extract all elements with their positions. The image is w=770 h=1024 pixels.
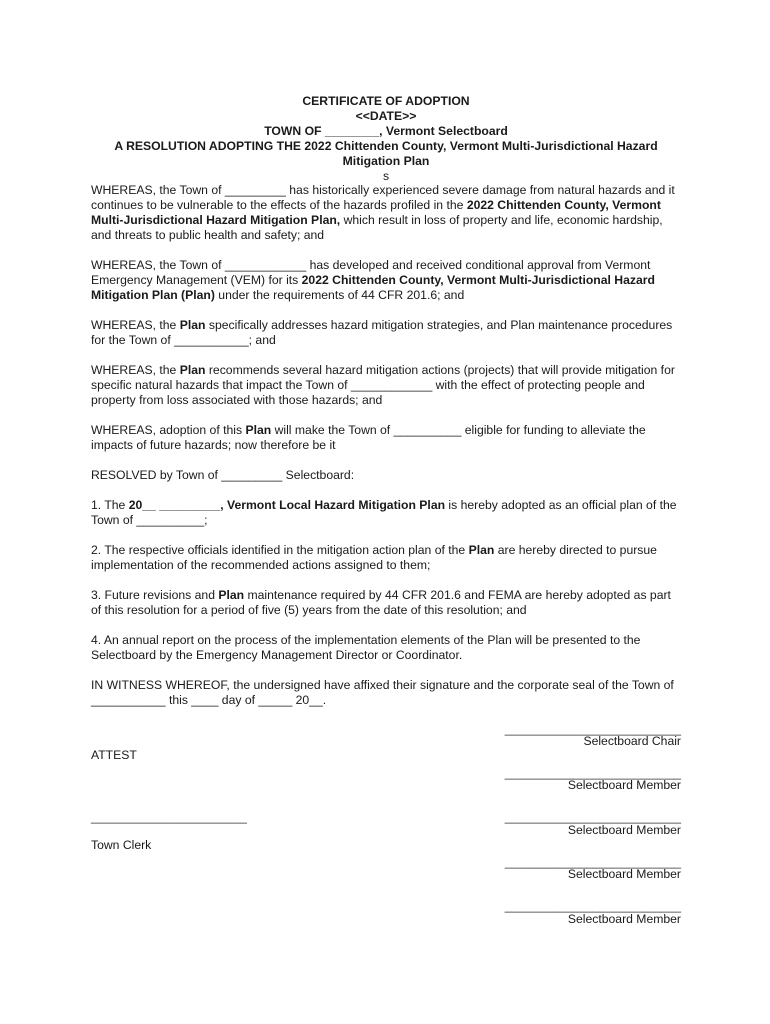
signature-line-clerk: _______________________ bbox=[91, 810, 247, 824]
certificate-document bbox=[91, 94, 681, 723]
whereas-paragraph-4: WHEREAS, the Plan recommends several hazard mitigation actions (projects) that will provide mitigation for specific natural hazards that impact the Town of ____________ with the effect of protecting people and property from loss associated with those hazards; and bbox=[91, 363, 675, 407]
date-placeholder: <<DATE>> bbox=[355, 109, 417, 123]
resolution-title-line2: Mitigation Plan bbox=[342, 154, 430, 168]
signature-line-chair: __________________________ bbox=[504, 722, 681, 736]
resolution-item-1: 1. The 20__ _________, Vermont Local Hazard Mitigation Plan is hereby adopted as an official plan of the Town of __________; bbox=[91, 498, 677, 527]
document-header bbox=[91, 94, 681, 169]
resolved-line: RESOLVED by Town of _________ Selectboard: bbox=[91, 468, 355, 482]
selectboard-chair-label: Selectboard Chair bbox=[583, 734, 681, 748]
signature-line-member-4: __________________________ bbox=[504, 899, 681, 913]
resolution-item-3: 3. Future revisions and Plan maintenance required by 44 CFR 201.6 and FEMA are hereby adopted as part of this resolution for a period of five (5) years from the date of this resolution; and bbox=[91, 588, 671, 617]
whereas-paragraph-3: WHEREAS, the Plan specifically addresses hazard mitigation strategies, and Plan maintenance procedures for the Town of ___________; and bbox=[91, 318, 673, 347]
signature-line-member-3: __________________________ bbox=[504, 855, 681, 869]
town-line: TOWN OF ________, Vermont Selectboard bbox=[264, 124, 508, 138]
whereas-paragraph-1: WHEREAS, the Town of _________ has historically experienced severe damage from natural hazards and it continues to be vulnerable to the effects of the hazards profiled in the 2022 Chittenden County, Vermont Multi-Jurisdictional Hazard Mitigation Plan, which result in loss of property and life, economic hardship, and threats to public health and safety; and bbox=[91, 183, 675, 242]
stray-mark: s bbox=[382, 169, 390, 183]
attest-label: ATTEST bbox=[91, 748, 137, 762]
town-clerk-label: Town Clerk bbox=[91, 838, 152, 852]
whereas-paragraph-2: WHEREAS, the Town of ____________ has developed and received conditional approval from Vermont Emergency Management (VEM) for its 2022 Chittenden County, Vermont Multi-Jurisdictional Hazard Mitigation Plan (Plan) under the requirements of 44 CFR 201.6; and bbox=[91, 258, 655, 302]
signature-line-member-1: __________________________ bbox=[504, 766, 681, 780]
selectboard-member-label-3: Selectboard Member bbox=[567, 867, 681, 881]
selectboard-member-label-2: Selectboard Member bbox=[567, 823, 681, 837]
resolution-title-line1: A RESOLUTION ADOPTING THE 2022 Chittenden County, Vermont Multi-Jurisdictional Hazard bbox=[114, 139, 658, 153]
selectboard-member-label-1: Selectboard Member bbox=[567, 778, 681, 792]
selectboard-member-label-4: Selectboard Member bbox=[567, 912, 681, 926]
resolution-item-2: 2. The respective officials identified in the mitigation action plan of the Plan are hereby directed to pursue implementation of the recommended actions assigned to them; bbox=[91, 543, 657, 572]
signature-line-member-2: __________________________ bbox=[504, 810, 681, 824]
resolution-item-4: 4. An annual report on the process of the implementation elements of the Plan will be presented to the Selectboard by the Emergency Management Director or Coordinator. bbox=[91, 633, 641, 662]
whereas-paragraph-5: WHEREAS, adoption of this Plan will make the Town of __________ eligible for funding to alleviate the impacts of future hazards; now therefore be it bbox=[91, 423, 646, 452]
witness-paragraph: IN WITNESS WHEREOF, the undersigned have affixed their signature and the corporate seal of the Town of ___________ this ____ day of _____ 20__. bbox=[91, 678, 674, 707]
certificate-title: CERTIFICATE OF ADOPTION bbox=[302, 94, 470, 108]
